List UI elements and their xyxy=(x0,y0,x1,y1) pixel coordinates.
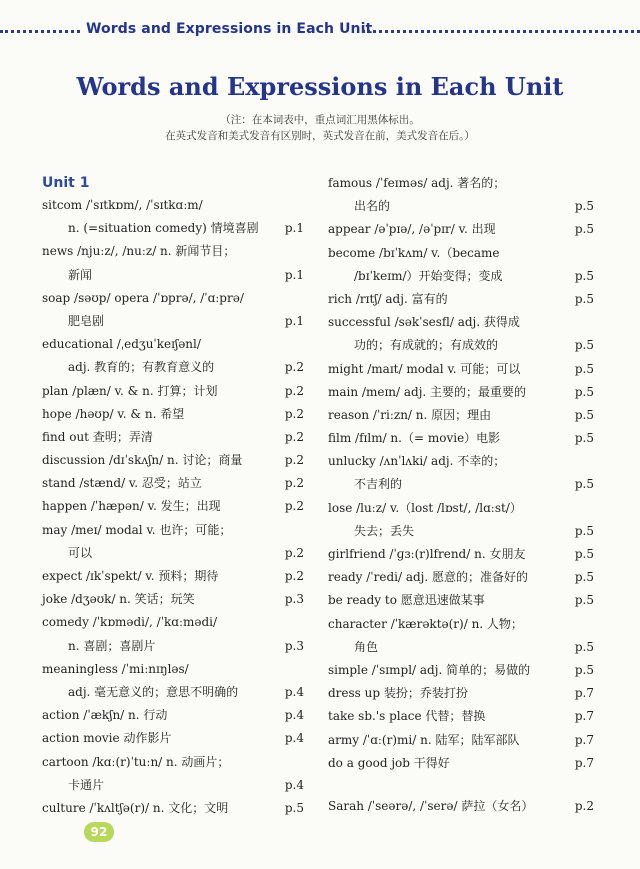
header-title: Words and Expressions in Each Unit xyxy=(86,21,373,37)
vocab-entry xyxy=(42,472,304,495)
entry-text: character /ˈkærəktə(r)/ n. 人物； xyxy=(328,616,523,631)
entry-text: take sb.'s place 代替；替换 xyxy=(328,709,486,724)
vocab-entry xyxy=(328,589,594,612)
running-header xyxy=(0,18,640,46)
note-line-1: （注：在本词表中，重点词汇用黑体标出。 xyxy=(220,114,420,126)
entry-text: may /meɪ/ modal v. 也许；可能； xyxy=(42,522,232,537)
entry-page: p.4 xyxy=(284,731,304,746)
header-dotted-line-left xyxy=(0,30,80,33)
entry-page: p.7 xyxy=(574,755,594,770)
vocab-entry xyxy=(42,635,304,658)
entry-text: find out 查明；弄清 xyxy=(42,429,153,444)
vocab-entry xyxy=(328,497,594,520)
entry-text: 可以 xyxy=(68,545,93,560)
note-line-2: 在英式发音和美式发音有区别时，英式发音在前，美式发音在后。） xyxy=(165,130,475,142)
entry-page: p.5 xyxy=(574,222,594,237)
entry-page: p.5 xyxy=(574,477,594,492)
vocab-entry xyxy=(42,333,304,356)
entry-text: soap /səʊp/ opera /ˈɒprə/, /ˈɑːprə/ xyxy=(42,290,244,305)
vocab-entry xyxy=(328,729,594,752)
vocab-entry xyxy=(42,542,304,565)
entry-text: unlucky /ʌnˈlʌki/ adj. 不幸的； xyxy=(328,454,506,469)
entry-page: p.5 xyxy=(574,523,594,538)
entry-page: p.5 xyxy=(574,407,594,422)
vocab-entry xyxy=(328,358,594,381)
entry-text: girlfriend /ˈɡɜː(r)lfrend/ n. 女朋友 xyxy=(328,547,526,561)
entry-text: lose /luːz/ v.（lost /lɒst/, /lɑːst/） xyxy=(328,500,522,515)
vocab-entry xyxy=(42,403,304,426)
vocab-entry xyxy=(42,797,304,820)
entry-text: action movie 动作影片 xyxy=(42,731,172,746)
entry-page: p.5 xyxy=(574,199,594,214)
entry-page: p.2 xyxy=(284,360,304,375)
entry-text: culture /ˈkʌltʃə(r)/ n. 文化；文明 xyxy=(42,800,229,815)
entry-text: dress up 装扮；乔装打扮 xyxy=(328,686,468,701)
entry-page: p.2 xyxy=(284,569,304,583)
vocab-entry xyxy=(328,242,594,265)
vocab-entry xyxy=(42,264,304,287)
entry-page: p.5 xyxy=(574,431,594,446)
vocab-entry xyxy=(328,450,594,473)
page-title: Words and Expressions in Each Unit xyxy=(76,72,564,101)
entry-text: adj. 毫无意义的；意思不明确的 xyxy=(68,684,239,699)
vocab-entry xyxy=(328,265,594,288)
vocab-entry xyxy=(328,752,594,775)
vocab-entry xyxy=(328,566,594,589)
entry-page: p.5 xyxy=(574,291,594,306)
vocab-entry xyxy=(42,240,304,263)
entry-text: be ready to 愿意迅速做某事 xyxy=(328,593,485,608)
entry-text: sitcom /ˈsɪtkɒm/, /ˈsɪtkɑːm/ xyxy=(42,198,203,212)
entry-page: p.2 xyxy=(284,406,304,421)
vocab-entry xyxy=(42,426,304,449)
entry-text: appear /əˈpɪə/, /əˈpɪr/ v. 出现 xyxy=(328,222,496,237)
entry-page: p.3 xyxy=(284,592,304,607)
entry-text: adj. 教育的；有教育意义的 xyxy=(68,360,215,375)
vocab-entry xyxy=(328,543,594,566)
entry-page: p.7 xyxy=(574,686,594,701)
entry-text: n. 喜剧；喜剧片 xyxy=(68,638,156,653)
entry-text: 功的；有成就的；有成效的 xyxy=(354,338,499,353)
entry-page: p.5 xyxy=(574,593,594,608)
vocab-entry xyxy=(42,356,304,379)
entry-page: p.5 xyxy=(574,338,594,353)
vocab-entry xyxy=(42,774,304,797)
entry-page: p.2 xyxy=(284,499,304,514)
vocab-entry xyxy=(42,495,304,518)
entry-text: rich /rɪtʃ/ adj. 富有的 xyxy=(328,291,448,306)
entry-page: p.5 xyxy=(284,800,304,815)
vocab-entry xyxy=(42,681,304,704)
entry-text: 失去；丢失 xyxy=(354,523,415,538)
entry-text: n. (=situation comedy) 情境喜剧 xyxy=(68,221,259,236)
entry-text: 卡通片 xyxy=(68,777,105,792)
entry-page: p.2 xyxy=(284,476,304,491)
entry-page: p.3 xyxy=(284,638,304,653)
vocab-entry xyxy=(328,288,594,311)
vocab-entry xyxy=(42,588,304,611)
entry-text: famous /ˈfeɪməs/ adj. 著名的； xyxy=(328,176,506,190)
header-dotted-line-right xyxy=(362,30,640,33)
entry-text: simple /ˈsɪmpl/ adj. 简单的；易做的 xyxy=(328,662,531,677)
vocab-entry xyxy=(328,636,594,659)
vocab-entry xyxy=(42,565,304,588)
entry-text: meaningless /ˈmiːnɪŋləs/ xyxy=(42,661,189,676)
vocab-entry xyxy=(42,449,304,472)
entry-page: p.1 xyxy=(284,313,304,328)
entry-page: p.1 xyxy=(284,221,304,236)
entry-text: might /maɪt/ modal v. 可能；可以 xyxy=(328,361,521,376)
vocab-entry xyxy=(328,520,594,543)
entry-text: main /meɪn/ adj. 主要的；最重要的 xyxy=(328,384,527,399)
entry-page: p.1 xyxy=(284,267,304,282)
entry-page: p.4 xyxy=(284,777,304,792)
entry-text: 角色 xyxy=(354,639,379,654)
entry-page: p.5 xyxy=(574,570,594,585)
entry-text: comedy /ˈkɒmədi/, /ˈkɑːmədi/ xyxy=(42,615,218,630)
vocab-entry xyxy=(328,795,594,818)
entry-text: Sarah /ˈseərə/, /ˈserə/ 萨拉（女名） xyxy=(328,798,534,813)
entry-page: p.5 xyxy=(574,268,594,283)
entry-text: discussion /dɪˈskʌʃn/ n. 讨论；商量 xyxy=(42,453,243,468)
entry-text: do a good job 干得好 xyxy=(328,755,450,770)
entry-text: reason /ˈriːzn/ n. 原因；理由 xyxy=(328,407,492,422)
vocab-entry xyxy=(42,611,304,634)
entry-page: p.5 xyxy=(574,547,594,561)
vocab-entry xyxy=(42,727,304,750)
vocab-entry xyxy=(328,659,594,682)
entry-text: expect /ɪkˈspekt/ v. 预料；期待 xyxy=(42,569,219,583)
entry-text: news /njuːz/, /nuːz/ n. 新闻节目； xyxy=(42,244,236,259)
entry-text: 肥皂剧 xyxy=(68,313,105,328)
entry-text: stand /stænd/ v. 忍受；站立 xyxy=(42,476,202,491)
entry-text: joke /dʒəʊk/ n. 笑话；玩笑 xyxy=(42,592,195,607)
vocab-entry xyxy=(328,682,594,705)
entry-page: p.7 xyxy=(574,732,594,747)
unit-heading xyxy=(42,172,304,194)
entry-text: /bɪˈkeɪm/）开始变得；变成 xyxy=(354,268,503,283)
vocab-entry xyxy=(328,473,594,496)
entry-text: cartoon /kɑː(r)ˈtuːn/ n. 动画片； xyxy=(42,754,230,769)
vocab-entry xyxy=(42,704,304,727)
vocab-entry xyxy=(42,194,304,217)
entry-text: happen /ˈhæpən/ v. 发生；出现 xyxy=(42,499,221,514)
right-column xyxy=(328,172,594,818)
entry-text: plan /plæn/ v. & n. 打算；计划 xyxy=(42,383,218,398)
entry-text: film /fɪlm/ n.（= movie）电影 xyxy=(328,431,501,446)
left-column xyxy=(42,172,304,820)
entry-text: 不吉利的 xyxy=(354,477,403,492)
entry-page: p.5 xyxy=(574,639,594,654)
entry-text: action /ˈækʃn/ n. 行动 xyxy=(42,708,168,723)
vocab-entry xyxy=(328,195,594,218)
entry-page: p.5 xyxy=(574,361,594,376)
entry-text: army /ˈɑː(r)mi/ n. 陆军；陆军部队 xyxy=(328,732,520,747)
vocab-entry xyxy=(42,519,304,542)
entry-text: successful /səkˈsesfl/ adj. 获得成 xyxy=(328,315,520,330)
entry-page: p.2 xyxy=(284,383,304,398)
entry-text: become /bɪˈkʌm/ v.（became xyxy=(328,245,500,260)
vocab-entry xyxy=(328,705,594,728)
spacer xyxy=(328,775,594,795)
entry-page: p.5 xyxy=(574,384,594,399)
entry-page: p.2 xyxy=(284,453,304,468)
vocab-entry xyxy=(328,334,594,357)
vocab-entry xyxy=(42,751,304,774)
vocab-entry xyxy=(42,310,304,333)
entry-text: 出名的 xyxy=(354,199,391,214)
entry-text: hope /həʊp/ v. & n. 希望 xyxy=(42,406,185,421)
vocab-entry xyxy=(328,404,594,427)
vocab-entry xyxy=(42,380,304,403)
entry-page: p.2 xyxy=(284,429,304,444)
entry-page: p.7 xyxy=(574,709,594,724)
entry-page: p.2 xyxy=(574,798,594,813)
entry-page: p.5 xyxy=(574,662,594,677)
vocab-entry xyxy=(42,217,304,240)
vocab-entry xyxy=(42,287,304,310)
vocab-entry xyxy=(328,218,594,241)
page-number: 92 xyxy=(84,822,114,842)
entry-text: ready /ˈredi/ adj. 愿意的；准备好的 xyxy=(328,570,529,585)
entry-page: p.2 xyxy=(284,545,304,560)
vocab-entry xyxy=(328,172,594,195)
entry-text: Unit 1 xyxy=(42,175,90,191)
entry-page: p.4 xyxy=(284,708,304,723)
entry-text: 新闻 xyxy=(68,267,93,282)
vocab-entry xyxy=(328,311,594,334)
entry-page: p.4 xyxy=(284,684,304,699)
vocab-entry xyxy=(328,381,594,404)
entry-text: educational /ˌedʒuˈkeɪʃənl/ xyxy=(42,337,201,352)
vocab-entry xyxy=(328,613,594,636)
vocab-entry xyxy=(42,658,304,681)
vocab-entry xyxy=(328,427,594,450)
